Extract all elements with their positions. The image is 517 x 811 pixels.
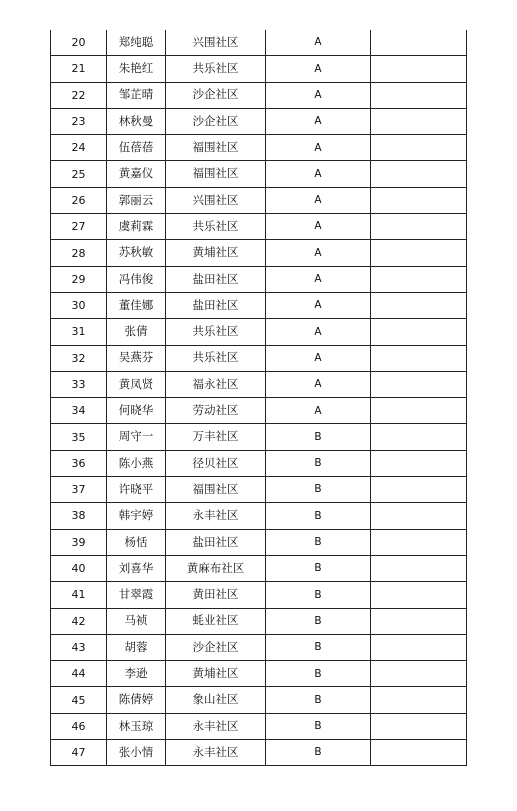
note-cell bbox=[371, 503, 467, 529]
table-row bbox=[51, 398, 467, 424]
table-row bbox=[51, 345, 467, 371]
row-number-cell: 27 bbox=[51, 214, 107, 240]
community-cell: 福围社区 bbox=[166, 161, 266, 187]
grade-cell: A bbox=[266, 214, 371, 240]
row-number-cell: 40 bbox=[51, 555, 107, 581]
grade-cell: B bbox=[266, 687, 371, 713]
row-number-cell: 37 bbox=[51, 477, 107, 503]
name-cell: 甘翠霞 bbox=[107, 582, 166, 608]
note-cell bbox=[371, 82, 467, 108]
name-cell: 陈倩婷 bbox=[107, 687, 166, 713]
table-row bbox=[51, 30, 467, 56]
name-cell: 杨恬 bbox=[107, 529, 166, 555]
table-row bbox=[51, 740, 467, 766]
row-number-cell: 44 bbox=[51, 661, 107, 687]
table-row bbox=[51, 108, 467, 134]
grade-cell: A bbox=[266, 266, 371, 292]
community-cell: 福围社区 bbox=[166, 135, 266, 161]
note-cell bbox=[371, 424, 467, 450]
name-cell: 冯伟俊 bbox=[107, 266, 166, 292]
roster-table-body bbox=[51, 30, 467, 766]
name-cell: 马祯 bbox=[107, 608, 166, 634]
note-cell bbox=[371, 634, 467, 660]
table-row bbox=[51, 135, 467, 161]
note-cell bbox=[371, 135, 467, 161]
name-cell: 胡蓉 bbox=[107, 634, 166, 660]
note-cell bbox=[371, 529, 467, 555]
note-cell bbox=[371, 713, 467, 739]
note-cell bbox=[371, 108, 467, 134]
table-row bbox=[51, 529, 467, 555]
table-row bbox=[51, 214, 467, 240]
name-cell: 刘喜华 bbox=[107, 555, 166, 581]
grade-cell: B bbox=[266, 424, 371, 450]
table-row bbox=[51, 713, 467, 739]
note-cell bbox=[371, 371, 467, 397]
table-row bbox=[51, 661, 467, 687]
community-cell: 盐田社区 bbox=[166, 292, 266, 318]
name-cell: 周守一 bbox=[107, 424, 166, 450]
name-cell: 陈小燕 bbox=[107, 450, 166, 476]
note-cell bbox=[371, 555, 467, 581]
row-number-cell: 45 bbox=[51, 687, 107, 713]
name-cell: 吴燕芬 bbox=[107, 345, 166, 371]
grade-cell: A bbox=[266, 345, 371, 371]
table-row bbox=[51, 371, 467, 397]
name-cell: 伍蓓蓓 bbox=[107, 135, 166, 161]
row-number-cell: 46 bbox=[51, 713, 107, 739]
grade-cell: A bbox=[266, 398, 371, 424]
grade-cell: B bbox=[266, 608, 371, 634]
grade-cell: B bbox=[266, 450, 371, 476]
name-cell: 董佳娜 bbox=[107, 292, 166, 318]
community-cell: 径贝社区 bbox=[166, 450, 266, 476]
grade-cell: B bbox=[266, 582, 371, 608]
grade-cell: B bbox=[266, 740, 371, 766]
table-row bbox=[51, 582, 467, 608]
row-number-cell: 34 bbox=[51, 398, 107, 424]
row-number-cell: 47 bbox=[51, 740, 107, 766]
name-cell: 李逊 bbox=[107, 661, 166, 687]
grade-cell: A bbox=[266, 82, 371, 108]
grade-cell: A bbox=[266, 187, 371, 213]
row-number-cell: 20 bbox=[51, 30, 107, 56]
note-cell bbox=[371, 345, 467, 371]
note-cell bbox=[371, 582, 467, 608]
note-cell bbox=[371, 319, 467, 345]
name-cell: 黄嘉仪 bbox=[107, 161, 166, 187]
community-cell: 劳动社区 bbox=[166, 398, 266, 424]
grade-cell: A bbox=[266, 319, 371, 345]
row-number-cell: 39 bbox=[51, 529, 107, 555]
community-cell: 共乐社区 bbox=[166, 56, 266, 82]
table-row bbox=[51, 56, 467, 82]
table-row bbox=[51, 477, 467, 503]
community-cell: 共乐社区 bbox=[166, 345, 266, 371]
name-cell: 郭丽云 bbox=[107, 187, 166, 213]
note-cell bbox=[371, 161, 467, 187]
community-cell: 兴围社区 bbox=[166, 30, 266, 56]
row-number-cell: 25 bbox=[51, 161, 107, 187]
row-number-cell: 24 bbox=[51, 135, 107, 161]
table-row bbox=[51, 240, 467, 266]
row-number-cell: 41 bbox=[51, 582, 107, 608]
table-row bbox=[51, 187, 467, 213]
table-row bbox=[51, 450, 467, 476]
community-cell: 共乐社区 bbox=[166, 214, 266, 240]
community-cell: 永丰社区 bbox=[166, 503, 266, 529]
row-number-cell: 35 bbox=[51, 424, 107, 450]
name-cell: 郑纯聪 bbox=[107, 30, 166, 56]
community-cell: 黄埔社区 bbox=[166, 240, 266, 266]
community-cell: 永丰社区 bbox=[166, 713, 266, 739]
table-row bbox=[51, 424, 467, 450]
community-cell: 蚝业社区 bbox=[166, 608, 266, 634]
community-cell: 沙企社区 bbox=[166, 82, 266, 108]
grade-cell: A bbox=[266, 240, 371, 266]
table-row bbox=[51, 82, 467, 108]
grade-cell: B bbox=[266, 555, 371, 581]
table-row bbox=[51, 634, 467, 660]
table-row bbox=[51, 292, 467, 318]
grade-cell: A bbox=[266, 135, 371, 161]
grade-cell: A bbox=[266, 30, 371, 56]
community-cell: 黄田社区 bbox=[166, 582, 266, 608]
name-cell: 林玉琼 bbox=[107, 713, 166, 739]
grade-cell: A bbox=[266, 161, 371, 187]
name-cell: 张倩 bbox=[107, 319, 166, 345]
roster-table bbox=[50, 30, 467, 766]
row-number-cell: 43 bbox=[51, 634, 107, 660]
name-cell: 林秋曼 bbox=[107, 108, 166, 134]
grade-cell: B bbox=[266, 477, 371, 503]
note-cell bbox=[371, 740, 467, 766]
note-cell bbox=[371, 608, 467, 634]
grade-cell: B bbox=[266, 634, 371, 660]
grade-cell: B bbox=[266, 503, 371, 529]
community-cell: 万丰社区 bbox=[166, 424, 266, 450]
row-number-cell: 21 bbox=[51, 56, 107, 82]
note-cell bbox=[371, 450, 467, 476]
name-cell: 韩宇婷 bbox=[107, 503, 166, 529]
name-cell: 何晓华 bbox=[107, 398, 166, 424]
row-number-cell: 28 bbox=[51, 240, 107, 266]
note-cell bbox=[371, 30, 467, 56]
community-cell: 盐田社区 bbox=[166, 529, 266, 555]
row-number-cell: 38 bbox=[51, 503, 107, 529]
row-number-cell: 26 bbox=[51, 187, 107, 213]
grade-cell: A bbox=[266, 371, 371, 397]
grade-cell: A bbox=[266, 108, 371, 134]
community-cell: 黄埔社区 bbox=[166, 661, 266, 687]
community-cell: 福永社区 bbox=[166, 371, 266, 397]
community-cell: 共乐社区 bbox=[166, 319, 266, 345]
community-cell: 福围社区 bbox=[166, 477, 266, 503]
grade-cell: A bbox=[266, 56, 371, 82]
note-cell bbox=[371, 56, 467, 82]
note-cell bbox=[371, 398, 467, 424]
note-cell bbox=[371, 240, 467, 266]
community-cell: 沙企社区 bbox=[166, 108, 266, 134]
table-row bbox=[51, 266, 467, 292]
grade-cell: B bbox=[266, 529, 371, 555]
community-cell: 黄麻布社区 bbox=[166, 555, 266, 581]
note-cell bbox=[371, 661, 467, 687]
name-cell: 张小情 bbox=[107, 740, 166, 766]
row-number-cell: 29 bbox=[51, 266, 107, 292]
community-cell: 盐田社区 bbox=[166, 266, 266, 292]
table-row bbox=[51, 319, 467, 345]
note-cell bbox=[371, 214, 467, 240]
grade-cell: B bbox=[266, 713, 371, 739]
name-cell: 许晓平 bbox=[107, 477, 166, 503]
table-row bbox=[51, 161, 467, 187]
grade-cell: A bbox=[266, 292, 371, 318]
table-row bbox=[51, 555, 467, 581]
row-number-cell: 23 bbox=[51, 108, 107, 134]
row-number-cell: 32 bbox=[51, 345, 107, 371]
row-number-cell: 22 bbox=[51, 82, 107, 108]
row-number-cell: 36 bbox=[51, 450, 107, 476]
name-cell: 朱艳红 bbox=[107, 56, 166, 82]
community-cell: 永丰社区 bbox=[166, 740, 266, 766]
row-number-cell: 31 bbox=[51, 319, 107, 345]
community-cell: 象山社区 bbox=[166, 687, 266, 713]
note-cell bbox=[371, 266, 467, 292]
row-number-cell: 33 bbox=[51, 371, 107, 397]
note-cell bbox=[371, 687, 467, 713]
name-cell: 苏秋敏 bbox=[107, 240, 166, 266]
note-cell bbox=[371, 292, 467, 318]
name-cell: 虞莉霖 bbox=[107, 214, 166, 240]
community-cell: 兴围社区 bbox=[166, 187, 266, 213]
table-row bbox=[51, 687, 467, 713]
row-number-cell: 42 bbox=[51, 608, 107, 634]
name-cell: 黄凤贤 bbox=[107, 371, 166, 397]
table-row bbox=[51, 608, 467, 634]
table-row bbox=[51, 503, 467, 529]
note-cell bbox=[371, 187, 467, 213]
note-cell bbox=[371, 477, 467, 503]
name-cell: 邹芷晴 bbox=[107, 82, 166, 108]
grade-cell: B bbox=[266, 661, 371, 687]
row-number-cell: 30 bbox=[51, 292, 107, 318]
community-cell: 沙企社区 bbox=[166, 634, 266, 660]
